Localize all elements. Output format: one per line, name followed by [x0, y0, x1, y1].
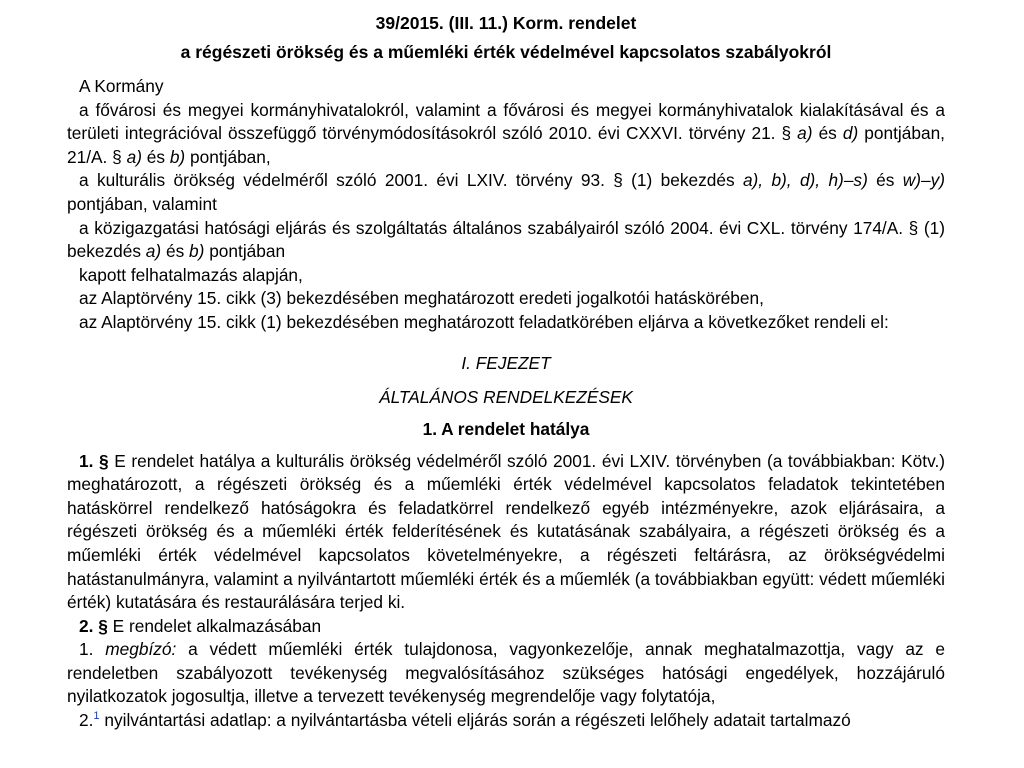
- preamble-authorization-2: a kulturális örökség védelméről szóló 2001. évi LXIV. törvény 93. § (1) bekezdés a), b), d), h)–s) és w)–y) pontjában, valamint: [67, 170, 946, 214]
- paragraph-1-number: 1. §: [79, 450, 109, 471]
- section-heading: 1. A rendelet hatálya: [422, 418, 590, 439]
- definition-point-2: 2.$^1$ nyilvántartási adatlap: a nyilvántartásba vételi eljárás során a régészeti lelőhely adatait tartalmazó: [79, 710, 851, 731]
- preamble-authorization-3: a közigazgatási hatósági eljárás és szolgáltatás általános szabályairól szóló 2004. évi CXL. törvény 174/A. § (1) bekezdés a) és b) pontjában: [67, 217, 945, 262]
- chapter-title: ÁLTALÁNOS RENDELKEZÉSEK: [379, 386, 633, 407]
- preamble-original-competence: az Alaptörvény 15. cikk (3) bekezdésében meghatározott eredeti jogalkotói hatáskörében,: [79, 288, 764, 309]
- paragraph-1: 1. § E rendelet hatálya a kulturális örökség védelméről szóló 2001. évi LXIV. törvényben (a továbbiakban: Kötv.) meghatározott, a régészeti örökség és a műemléki érték védelmével kapcsolatos feladatok tekintetében hatáskörrel rendelkező hatóságokra és feladatkörrel rendelkező egyéb intézményekre, azok eljárásaira, a régészeti örökség és a műemléki érték felderítésének és kutatásának szabályaira, a régészeti örökség és a műemléki érték védelmével kapcsolatos követelményekre, a régészeti feltárásra, az örökségvédelmi hatástanulmányra, valamint a nyilvántartott műemléki érték és a műemlék (a továbbiakban együtt: védett műemléki érték) kutatására és restaurálására terjed ki.: [67, 450, 946, 613]
- definition-point-1: 1. megbízó: a védett műemléki érték tulajdonosa, vagyonkezelője, annak meghatalmazottja, vagy az e rendeletben szabályozott tevékenység megvalósításához szükséges hatósági engedélyek, hozzájáruló nyilatkozatok jogosultja, illetve a tervezett tevékenység megrendelője vagy folytatója,: [67, 639, 945, 707]
- paragraph-2-number: 2. §: [79, 615, 108, 636]
- preamble-government: A Kormány: [79, 76, 164, 96]
- document-content: [67, 9, 945, 733]
- definition-term: megbízó:: [105, 639, 177, 660]
- paragraph-2: 2. § E rendelet alkalmazásában: [79, 615, 322, 636]
- decree-number-title: 39/2015. (III. 11.) Korm. rendelet: [375, 13, 637, 33]
- preamble-enactment: az Alaptörvény 15. cikk (1) bekezdésében meghatározott feladatkörében eljárva a következőket rendeli el:: [79, 311, 889, 332]
- decree-subject-title: a régészeti örökség és a műemléki érték védelmével kapcsolatos szabályokról: [180, 42, 832, 62]
- footnote-link[interactable]: 1: [93, 710, 100, 723]
- chapter-number: I. FEJEZET: [461, 352, 551, 373]
- preamble-authorization-1: a fővárosi és megyei kormányhivatalokról, valamint a fővárosi és megyei kormányhivatalok kialakításával és a területi integrációval összefüggő törvénymódosításokról szóló 2010. évi CXXVI. törvény 21. § a) és d) pontjában, 21/A. § a) és b) pontjában,: [67, 99, 945, 167]
- preamble-granted-authority: kapott felhatalmazás alapján,: [79, 264, 303, 285]
